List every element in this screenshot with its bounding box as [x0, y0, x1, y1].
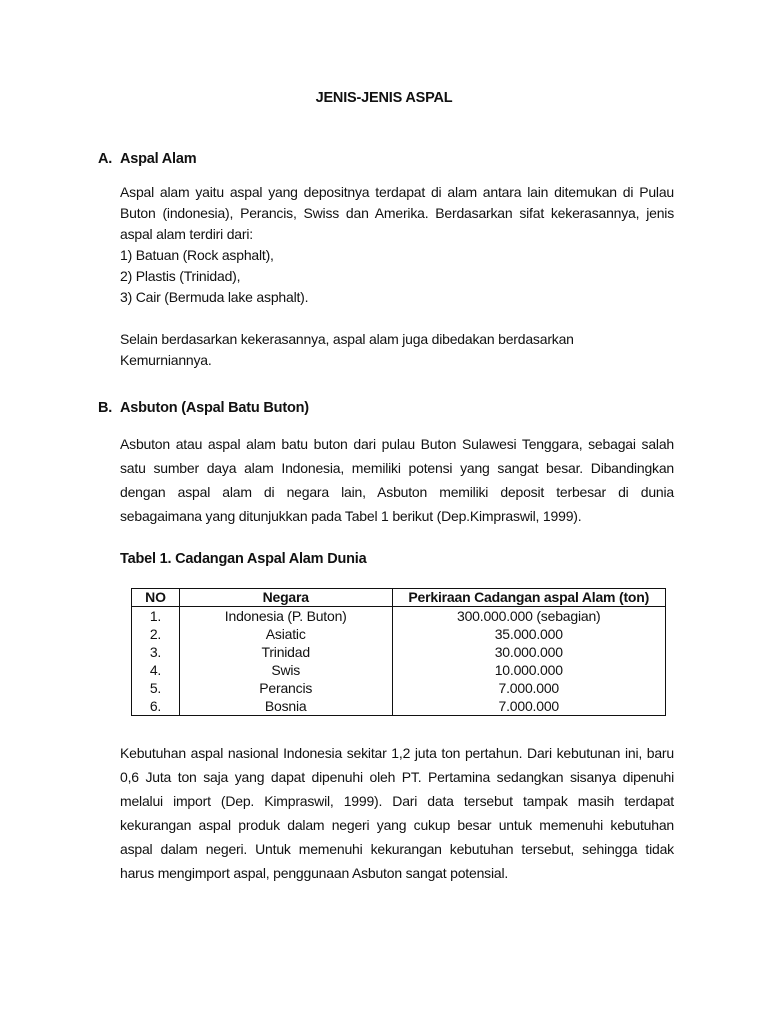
section-b-title: Asbuton (Aspal Batu Buton): [120, 400, 309, 416]
section-a-intro: [120, 182, 674, 308]
cell-no: 1.: [132, 607, 180, 626]
cell-negara: Indonesia (P. Buton): [179, 607, 392, 626]
cell-cadangan: 300.000.000 (sebagian): [392, 607, 665, 626]
cell-negara: Perancis: [179, 679, 392, 697]
cell-no: 6.: [132, 697, 180, 716]
section-a-extra: [120, 329, 674, 371]
cell-no: 3.: [132, 643, 180, 661]
text-line: aspal dalam negeri. Untuk memenuhi kekurangan kebutuhan tersebut, sehingga tidak: [120, 841, 674, 857]
table-row: [132, 625, 666, 643]
text-line: 0,6 Juta ton saja yang dapat dipenuhi oleh PT. Pertamina sedangkan sisanya dipenuhi: [120, 769, 674, 785]
text-line: Aspal alam yaitu aspal yang depositnya terdapat di alam antara lain ditemukan di Pulau: [120, 184, 674, 200]
cell-cadangan: 35.000.000: [392, 625, 665, 643]
header-no: NO: [132, 589, 180, 607]
section-a-title: Aspal Alam: [120, 151, 197, 167]
section-a-number: A.: [98, 151, 113, 167]
section-b-heading: [98, 400, 309, 416]
cell-negara: Trinidad: [179, 643, 392, 661]
table-row: [132, 643, 666, 661]
cell-cadangan: 30.000.000: [392, 643, 665, 661]
page-title: JENIS-JENIS ASPAL: [315, 90, 453, 106]
text-line: sebagaimana yang ditunjukkan pada Tabel 1 berikut (Dep.Kimpraswil, 1999).: [120, 508, 582, 524]
cell-no: 5.: [132, 679, 180, 697]
text-line: satu sumber daya alam Indonesia, memiliki potensi yang sangat besar. Dibandingkan: [120, 460, 674, 476]
table-header-row: [132, 589, 666, 607]
cell-negara: Swis: [179, 661, 392, 679]
text-line: kekurangan aspal produk dalam negeri yang cukup besar untuk memenuhi kebutuhan: [120, 817, 674, 833]
text-line: Selain berdasarkan kekerasannya, aspal alam juga dibedakan berdasarkan: [120, 331, 574, 347]
text-line: dengan aspal alam di negara lain, Asbuton memiliki deposit terbesar di dunia: [120, 484, 674, 500]
text-line: Kemurniannya.: [120, 352, 212, 368]
list-item: 1) Batuan (Rock asphalt),: [120, 247, 274, 263]
closing-paragraph: [120, 741, 674, 885]
list-item: 3) Cair (Bermuda lake asphalt).: [120, 289, 309, 305]
section-b-number: B.: [98, 400, 113, 416]
cell-negara: Asiatic: [179, 625, 392, 643]
cell-no: 4.: [132, 661, 180, 679]
cell-no: 2.: [132, 625, 180, 643]
text-line: melalui import (Dep. Kimpraswil, 1999). Dari data tersebut tampak masih terdapat: [120, 793, 674, 809]
text-line: aspal alam terdiri dari:: [120, 226, 253, 242]
text-line: Kebutuhan aspal nasional Indonesia sekitar 1,2 juta ton pertahun. Dari kebutunan ini, baru: [120, 745, 674, 761]
section-b-paragraph: [120, 432, 674, 528]
table-row: [132, 697, 666, 716]
header-cadangan: Perkiraan Cadangan aspal Alam (ton): [392, 589, 665, 607]
table-row: [132, 679, 666, 697]
text-line: Asbuton atau aspal alam batu buton dari pulau Buton Sulawesi Tenggara, sebagai salah: [120, 436, 674, 452]
table-row: [132, 607, 666, 626]
section-a-heading: [98, 151, 196, 167]
cell-cadangan: 10.000.000: [392, 661, 665, 679]
reserves-table: [131, 588, 666, 716]
list-item: 2) Plastis (Trinidad),: [120, 268, 241, 284]
text-line: Buton (indonesia), Perancis, Swiss dan Amerika. Berdasarkan sifat kekerasannya, jenis: [120, 205, 674, 221]
cell-cadangan: 7.000.000: [392, 679, 665, 697]
cell-negara: Bosnia: [179, 697, 392, 716]
text-line: harus mengimport aspal, penggunaan Asbuton sangat potensial.: [120, 865, 509, 881]
table-row: [132, 661, 666, 679]
header-negara: Negara: [179, 589, 392, 607]
cell-cadangan: 7.000.000: [392, 697, 665, 716]
table-title: Tabel 1. Cadangan Aspal Alam Dunia: [120, 551, 367, 567]
